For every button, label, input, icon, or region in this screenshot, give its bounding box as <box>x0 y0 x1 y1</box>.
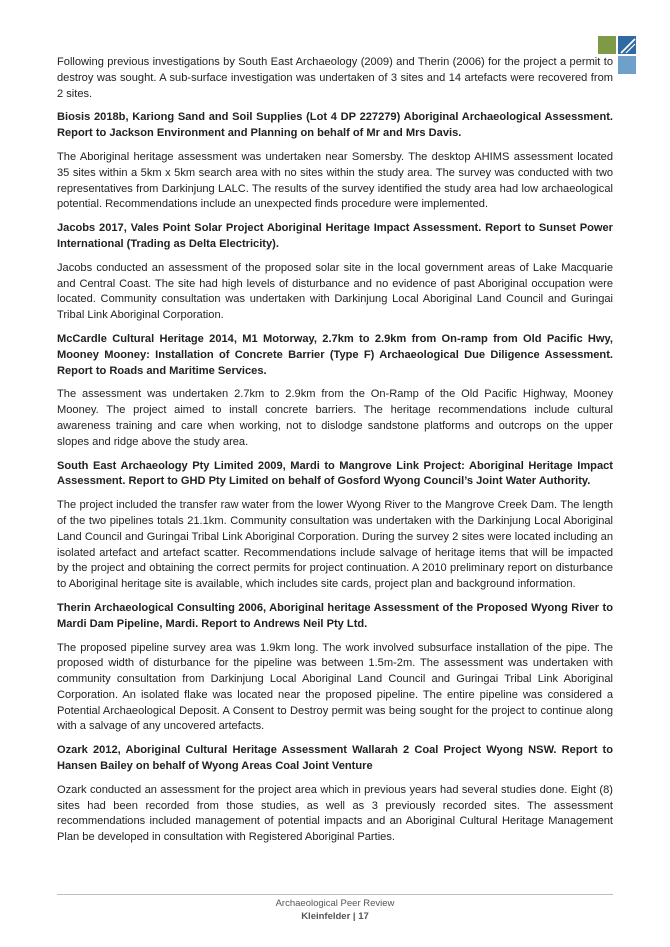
reference-heading-jacobs: Jacobs 2017, Vales Point Solar Project Aboriginal Heritage Impact Assessment. Report to Sunset Power International (Trading as Delta Electricity). <box>57 222 613 250</box>
paragraph-jacobs: Jacobs conducted an assessment of the proposed solar site in the local government areas of Lake Macquarie and Central Coast. The site had high levels of disturbance and no evidence of past Aboriginal occupation were located. Community consultation was undertaken with Darkinjung Local Aboriginal Land Council and Guringai Tribal Link Aboriginal Corporation. <box>57 261 613 322</box>
paragraph-biosis: The Aboriginal heritage assessment was undertaken near Somersby. The desktop AHIMS assessment located 35 sites within a 5km x 5km search area with no sites within the study area. The survey was conducted with two representatives from Darkinjung LALC. The results of the survey identified the study area had low archaeological potential. Recommendations include an unexpected finds procedure were implemented. <box>57 150 613 211</box>
logo-slash-icon <box>618 36 636 54</box>
paragraph-therin: The proposed pipeline survey area was 1.9km long. The work involved subsurface installation of the pipe. The proposed width of disturbance for the pipeline was between 1.5m-2m. The assessment was undertaken with community consultation from Darkinjung Local Aboriginal Land Council and Guringai Tribal Link Aboriginal Corporation. An isolated flake was located near the proposed pipeline. The entire pipeline was considered a Potential Archaeological Deposit. A Consent to Destroy permit was being sought for the project to continue along with a salvage of any uncovered artefacts. <box>57 641 613 733</box>
paragraph-intro: Following previous investigations by South East Archaeology (2009) and Therin (2006) for the project a permit to destroy was sought. A sub-surface investigation was undertaken of 3 sites and 14 artefacts were recovered from 2 sites. <box>57 56 613 100</box>
footer-page-number: Kleinfelder | 17 <box>301 911 369 922</box>
footer-title: Archaeological Peer Review <box>275 898 395 909</box>
reference-heading-south-east: South East Archaeology Pty Limited 2009, Mardi to Mangrove Link Project: Aboriginal Heritage Impact Assessment. Report to GHD Pty Limited on behalf of Gosford Wyong Council’s Joint Water Authority. <box>57 459 613 488</box>
reference-heading-mccardle: McCardle Cultural Heritage 2014, M1 Motorway, 2.7km to 2.9km from On-ramp from Old Pacific Hwy, Mooney Mooney: Installation of Concrete Barrier (Type F) Archaeological Due Diligence Assessment. Report to Roads and Maritime Services. <box>57 332 613 377</box>
reference-heading-biosis: Biosis 2018b, Kariong Sand and Soil Supplies (Lot 4 DP 227279) Aboriginal Archaeological Assessment. Report to Jackson Environment and Planning on behalf of Mr and Mrs Davis. <box>57 111 613 140</box>
reference-heading-therin: Therin Archaeological Consulting 2006, Aboriginal heritage Assessment of the Proposed Wyong River to Mardi Dam Pipeline, Mardi. Report to Andrews Neil Pty Ltd. <box>57 601 613 630</box>
logo-square-lightblue <box>618 56 636 74</box>
reference-heading-ozark: Ozark 2012, Aboriginal Cultural Heritage Assessment Wallarah 2 Coal Project Wyong NSW. Report to Hansen Bailey on behalf of Wyong Areas Coal Joint Venture <box>57 744 613 773</box>
document-body <box>57 55 613 854</box>
footer-divider <box>57 894 613 895</box>
paragraph-south-east: The project included the transfer raw water from the lower Wyong River to the Mangrove Creek Dam. The length of the two pipelines totals 21.1km. Community consultation was undertaken with the Darkinjung Local Aboriginal Land Council and Guringai Tribal Link Aboriginal Corporation. During the survey 2 sites were located including an isolated artefact and artefact scatter. Recommendations include salvage of heritage items that will be impacted by the project and obtaining the correct permits for project continuation. A 2010 preliminary report on disturbance to Aboriginal heritage site is available, which includes site cards, project plan and background information. <box>57 499 613 591</box>
logo-square-green <box>598 36 616 54</box>
paragraph-mccardle: The assessment was undertaken 2.7km to 2.9km from the On-Ramp of the Old Pacific Highway, Mooney Mooney. The project aimed to install concrete barriers. The heritage recommendations include cultural awareness training and care when working, not to dislodge sandstone platforms and outcrops on the upper slopes and ridge above the study area. <box>57 388 613 448</box>
paragraph-ozark: Ozark conducted an assessment for the project area which in previous years had several studies done. Eight (8) sites had been recorded from those studies, as well as 3 previously recorded sites. The assessment recommendations included management of potential impacts and an Aboriginal Cultural Heritage Management Plan be developed in consultation with Registered Aboriginal Parties. <box>57 783 613 844</box>
